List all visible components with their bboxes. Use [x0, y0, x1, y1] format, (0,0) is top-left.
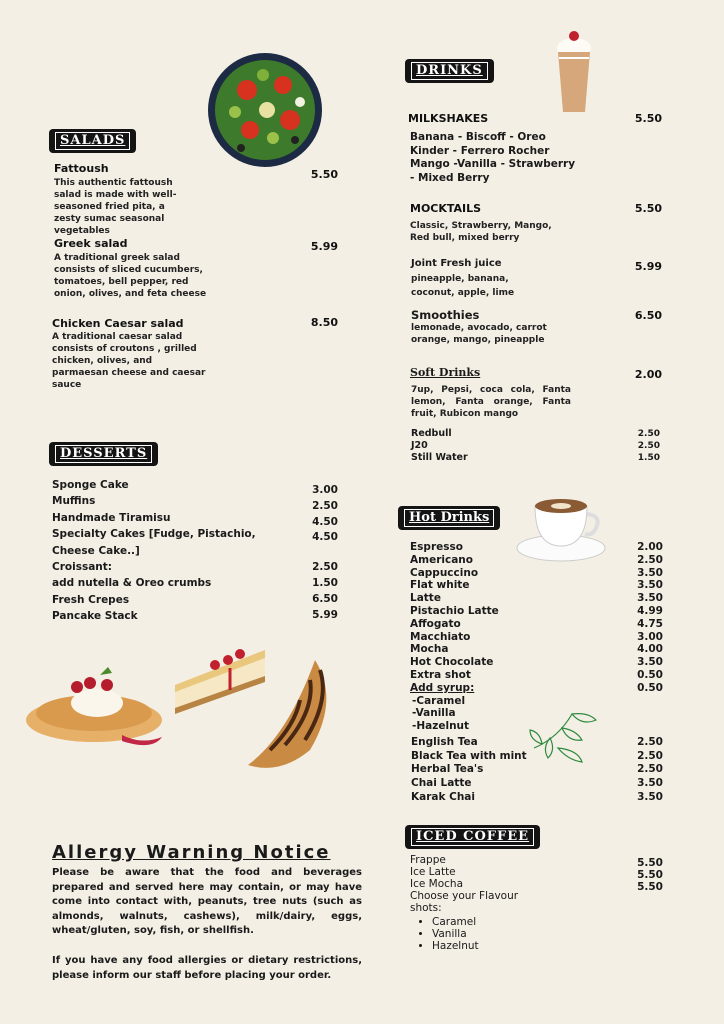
tea-price: 3.50 [637, 790, 663, 803]
tea-item: Herbal Tea's [411, 763, 484, 776]
hot-drink: Cappuccino [410, 566, 479, 579]
hot-drink-price: 2.50 [637, 553, 663, 566]
dessert-price [300, 546, 338, 560]
hot-drink: Flat white [410, 579, 470, 592]
drink-desc: 7up, Pepsi, coca cola, Fanta lemon, Fanta orange, Fanta fruit, Rubicon mango [411, 385, 571, 419]
iced-prices [620, 857, 663, 893]
drink-name: Soft Drinks [410, 366, 481, 379]
tea-price: 2.50 [637, 763, 663, 776]
dessert-item: Muffins [52, 495, 96, 508]
hot-drink: Extra shot [410, 668, 471, 681]
syrup-option: -Vanilla [412, 707, 456, 720]
flavour-option: • Caramel [432, 916, 479, 928]
salad-price: 5.99 [310, 240, 338, 253]
dessert-price: 5.99 [312, 608, 338, 621]
tea-price: 2.50 [637, 749, 663, 762]
iced-item: Ice Latte [410, 866, 456, 878]
extra-drink-prices [620, 428, 660, 464]
allergy-title: Allergy Warning Notice [52, 842, 331, 863]
dessert-price: 6.50 [312, 592, 338, 605]
hot-drink-price: 4.99 [637, 604, 663, 617]
drink-desc: lemonade, avocado, carrot orange, mango, pineapple [411, 323, 547, 345]
tea-price: 3.50 [637, 777, 663, 790]
dessert-item: Handmade Tiramisu [52, 511, 171, 524]
drink-name: Joint Fresh juice [411, 258, 502, 269]
syrup-option: -Hazelnut [412, 720, 470, 733]
salad-bowl-icon [205, 50, 325, 170]
dessert-item: Sponge Cake [52, 479, 129, 491]
allergy-paragraph: Please be aware that the food and beverages prepared and served here may contain, or may have come into contact with, peanuts, tree nuts (such as almonds, walnuts, cashews), milk/dairy, eggs, wheat/gluten, soy, fish, or shellfish. [52, 867, 362, 936]
dessert-item: Cheese Cake..] [52, 544, 140, 557]
iced-item: Ice Mocha [410, 878, 464, 890]
extra-drink: Redbull [411, 428, 452, 439]
flavour-option: • Hazelnut [432, 940, 479, 952]
iced-coffee-heading: ICED COFFEE [405, 825, 540, 849]
desserts-heading: DESSERTS [49, 442, 158, 466]
drink-name: Smoothies [411, 308, 480, 322]
extra-drink-price: 2.50 [637, 441, 660, 451]
dessert-item: Croissant: [52, 561, 112, 574]
salad-name: Fattoush [54, 162, 109, 175]
croissant-icon [245, 655, 335, 770]
hot-drink-price: 3.50 [637, 579, 663, 592]
hot-drink-price: 4.00 [637, 643, 663, 656]
dessert-item: Fresh Crepes [52, 593, 130, 606]
tea-item: Black Tea with mint [411, 749, 527, 762]
dessert-price: 4.50 [312, 515, 338, 528]
salad-price: 5.50 [310, 168, 338, 181]
hot-drink: Pistachio Latte [410, 604, 499, 617]
drink-price: 5.50 [634, 202, 662, 215]
tea-leaf-icon [528, 708, 600, 772]
hot-drink-price: 0.50 [637, 668, 663, 681]
drink-price: 5.99 [634, 260, 662, 273]
iced-price: 5.50 [637, 881, 663, 893]
dessert-price: 3.00 [312, 484, 338, 496]
dessert-item: Specialty Cakes [Fudge, Pistachio, [52, 528, 256, 541]
dessert-names [52, 477, 256, 625]
flavour-list [410, 916, 479, 952]
hot-drink-price: 3.50 [637, 592, 663, 605]
dessert-price: 1.50 [312, 576, 338, 589]
hot-drink-prices [620, 541, 663, 695]
iced-names [410, 854, 540, 914]
drink-price: 5.50 [634, 112, 662, 125]
extra-drinks [411, 428, 468, 464]
salad-desc: A traditional greek salad consists of sliced cucumbers, tomatoes, bell pepper, red onion, olives, and feta cheese [54, 253, 207, 299]
flavour-label: Choose your Flavour shots: [410, 890, 519, 914]
salad-name: Greek salad [54, 237, 128, 250]
hot-drink-price: 2.00 [637, 541, 663, 553]
hot-drink: Mocha [410, 643, 449, 656]
dessert-prices [300, 483, 338, 623]
coffee-cup-icon [515, 496, 610, 564]
extra-drink: J20 [411, 440, 428, 451]
add-syrup-label: Add syrup: [410, 681, 475, 694]
hot-drink-price: 3.50 [637, 656, 663, 669]
syrup-option: -Caramel [412, 694, 466, 707]
drink-desc: Banana - Biscoff - Oreo Kinder - Ferrero Rocher Mango -Vanilla - Strawberry - Mixed Berry [410, 131, 576, 184]
drink-desc: Classic, Strawberry, Mango, Red bull, mixed berry [410, 221, 552, 243]
drink-name: MILKSHAKES [408, 112, 489, 125]
iced-price: 5.50 [637, 857, 663, 869]
hot-drink: Hot Chocolate [410, 656, 494, 669]
drink-price: 2.00 [634, 368, 662, 381]
salad-price: 8.50 [310, 316, 338, 329]
dessert-item: add nutella & Oreo crumbs [52, 577, 212, 590]
salad-desc: This authentic fattoush salad is made with well-seasoned fried pita, a zesty sumac seasonal vegetables [54, 178, 177, 236]
salad-name: Chicken Caesar salad [52, 317, 184, 330]
hot-drink: Affogato [410, 617, 461, 630]
dessert-price: 2.50 [312, 561, 338, 574]
extra-drink-price: 2.50 [637, 429, 660, 439]
salads-heading: SALADS [49, 129, 136, 153]
dessert-item: Pancake Stack [52, 610, 138, 623]
milkshake-icon [553, 28, 595, 116]
dessert-price: 2.50 [312, 499, 338, 512]
hot-drink-price: 4.75 [637, 617, 663, 630]
extra-drink: Still Water [411, 452, 468, 463]
hot-drink: Americano [410, 553, 473, 566]
extra-drink-price: 1.50 [637, 453, 660, 463]
hot-drink: Latte [410, 592, 441, 605]
drink-price: 6.50 [634, 309, 662, 322]
hot-drink-price: 0.50 [637, 681, 663, 694]
iced-price: 5.50 [637, 869, 663, 881]
tea-names [411, 736, 527, 805]
dessert-price: 4.50 [312, 531, 338, 544]
drinks-heading: DRINKS [405, 59, 494, 83]
tea-item: Chai Latte [411, 777, 472, 790]
hot-drink-names [410, 541, 499, 733]
tea-price: 2.50 [637, 736, 663, 748]
tea-item: Karak Chai [411, 790, 475, 803]
hot-drink: Espresso [410, 541, 463, 553]
salad-desc: A traditional caesar salad consists of croutons , grilled chicken, olives, and parmaesan cheese and caesar sauce [52, 332, 206, 390]
drink-name: MOCKTAILS [410, 202, 482, 215]
flavour-option: • Vanilla [432, 928, 479, 940]
allergy-paragraph: If you have any food allergies or dietary restrictions, please inform our staff before placing your order. [52, 955, 362, 981]
hot-drink: Macchiato [410, 630, 471, 643]
crepe-icon [22, 665, 167, 770]
hot-drink-price: 3.00 [637, 630, 663, 643]
drink-desc: pineapple, banana, coconut, apple, lime [411, 274, 515, 298]
hot-drinks-heading: Hot Drinks [398, 506, 500, 530]
hot-drink-price: 3.50 [637, 566, 663, 579]
tea-item: English Tea [411, 736, 478, 748]
tea-prices [620, 736, 663, 805]
iced-item: Frappe [410, 854, 446, 866]
